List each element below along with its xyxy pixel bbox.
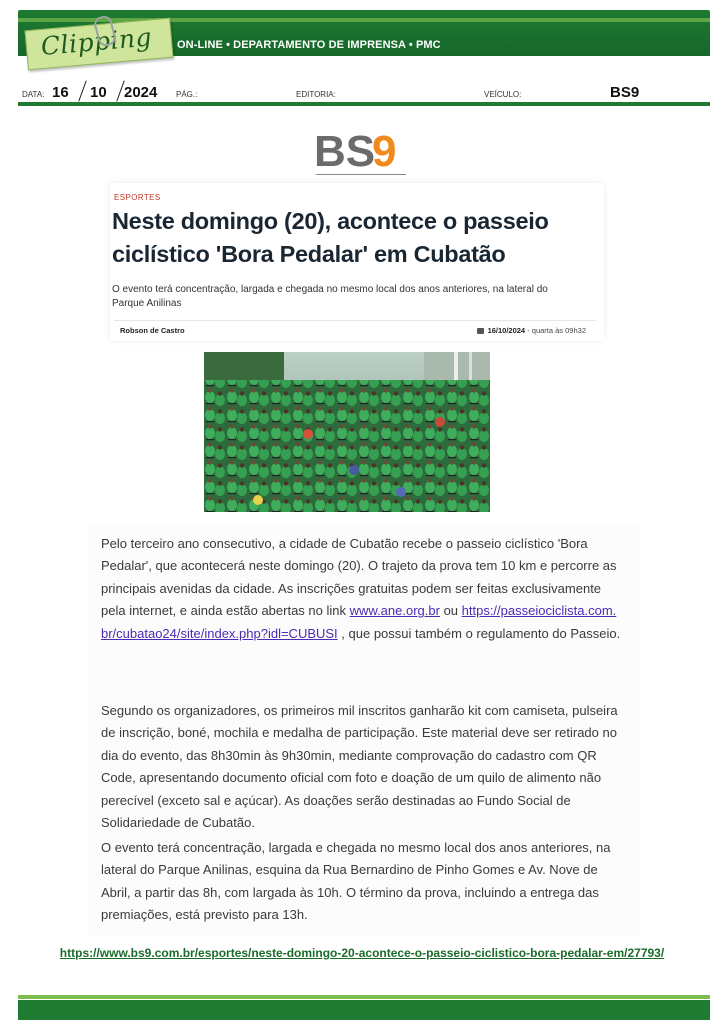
- paragraph-1-text-c: , que possui também o regulamento do Passeio.: [337, 625, 621, 641]
- paragraph-1-text-b: ou: [439, 603, 462, 619]
- article-header-card: [110, 183, 604, 341]
- date-month: 10: [90, 84, 107, 101]
- article-date-value: 16/10/2024: [487, 326, 526, 335]
- article-lede: O evento terá concentração, largada e chegada no mesmo local dos anos anteriores, na lateral do Parque Anilinas: [112, 284, 548, 309]
- article-body: [88, 525, 640, 937]
- article-headline: Neste domingo (20), acontece o passeio ciclístico 'Bora Pedalar' em Cubatão: [112, 208, 549, 267]
- bs9-logo: [312, 126, 410, 172]
- footer-light-band: [18, 995, 710, 999]
- logo-underline: [316, 174, 406, 175]
- logo-bs: BS: [314, 127, 376, 172]
- article-date: [477, 326, 586, 335]
- logo-9: 9: [372, 127, 397, 172]
- cyclists-photo: [204, 352, 490, 512]
- paragraph-1-text-a: Pelo terceiro ano consecutivo, a cidade de Cubatão recebe o passeio ciclístico 'Bora Pedalar', que acontecerá neste domingo (20). O trajeto da prova tem 10 km e percorre as principais avenidas da cidade. As inscrições gratuitas podem ser feitas exclusivamente pela internet, e ainda estão abertas no link: [101, 536, 617, 619]
- calendar-icon: [477, 328, 484, 334]
- article-time: - quarta às 09h32: [527, 326, 586, 335]
- date-separator: [78, 80, 86, 101]
- vehicle-label: VEÍCULO:: [484, 90, 522, 99]
- section-label: EDITORIA:: [296, 90, 336, 99]
- article-author[interactable]: Robson de Castro: [120, 326, 185, 335]
- vehicle-value: BS9: [610, 84, 640, 101]
- date-day: 16: [52, 84, 69, 101]
- footer-band: [18, 1000, 710, 1020]
- header-subtitle: ON-LINE • DEPARTAMENTO DE IMPRENSA • PMC: [177, 39, 441, 51]
- section-tag[interactable]: ESPORTES: [114, 193, 161, 202]
- source-url[interactable]: https://www.bs9.com.br/esportes/neste-domingo-20-acontece-o-passeio-ciclistico-bora-pedalar-em/27793/: [59, 946, 665, 960]
- card-divider: [114, 320, 596, 321]
- date-label: DATA:: [22, 90, 45, 99]
- paragraph-3: O evento terá concentração, largada e chegada no mesmo local dos anos anteriores, na lateral do Parque Anilinas, esquina da Rua Bernardino de Pinho Gomes e Av. Nove de Abril, a partir das 8h, com largada às 10h. O término da prova, incluindo a entrega das premiações, está previsto para 13h.: [101, 840, 611, 923]
- link-passeio-ciclista[interactable]: https://passeiociclista.com.br/cubatao24/site/index.php?idl=CUBUSI: [101, 603, 617, 641]
- page-label: PÁG.:: [176, 90, 198, 99]
- paragraph-2: Segundo os organizadores, os primeiros mil inscritos ganharão kit com camiseta, pulseira de inscrição, boné, mochila e medalha de participação. Este material deve ser retirado no dia do evento, das 8h30min às 9h30min, mediante comprovação do cadastro com QR Code, apresentando documento oficial com foto e doação de um quilo de alimento não perecível (exceto sal e açúcar). As doações serão destinadas ao Fundo Social de Solidariedade de Cubatão.: [101, 703, 618, 831]
- clipping-title: Clipping: [39, 22, 154, 62]
- header-divider: [18, 102, 710, 106]
- meta-row: [18, 80, 710, 102]
- date-year: 2024: [124, 84, 158, 101]
- link-ane[interactable]: www.ane.org.br: [349, 603, 440, 619]
- paragraph-1: [101, 533, 621, 645]
